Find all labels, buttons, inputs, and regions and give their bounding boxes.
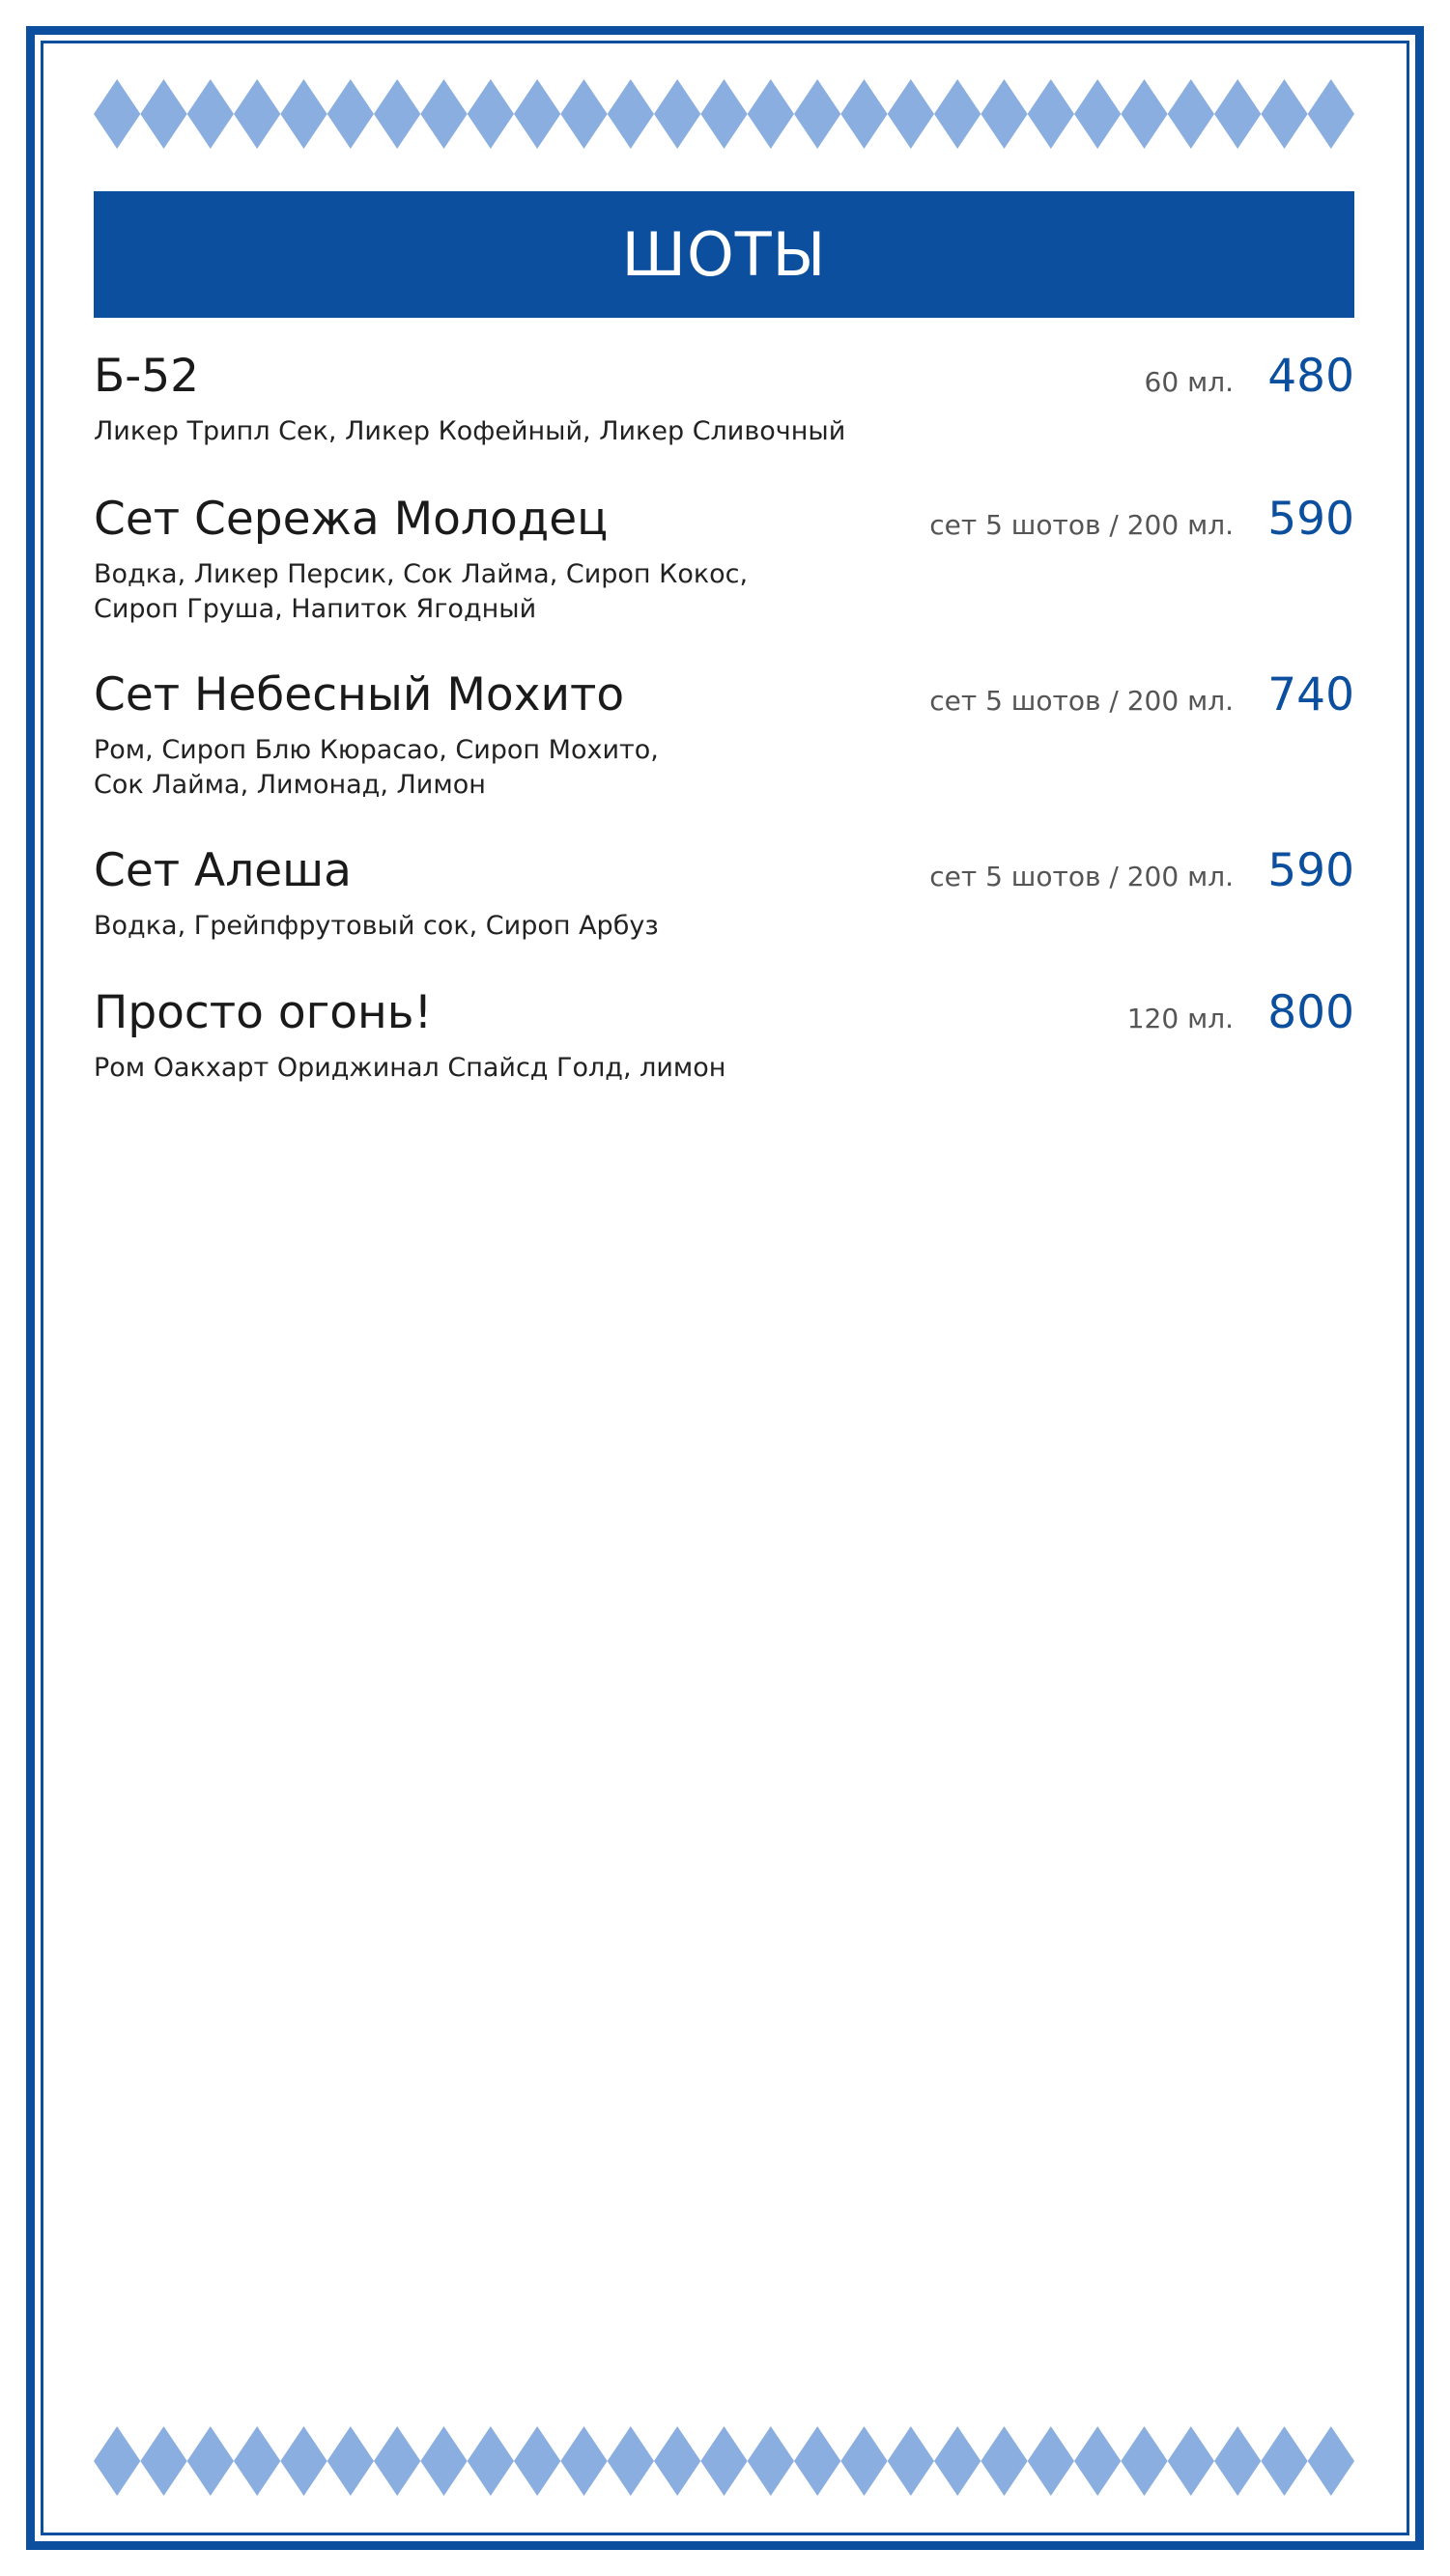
- diamond-ornament: [1214, 79, 1261, 149]
- item-description-line: Сок Лайма, Лимонад, Лимон: [94, 770, 486, 800]
- diamond-ornament: [748, 2426, 794, 2496]
- diamond-ornament: [1028, 2426, 1074, 2496]
- diamond-ornament: [374, 2426, 420, 2496]
- menu-item: [94, 665, 1354, 803]
- item-price: 590: [1267, 844, 1354, 897]
- diamond-ornament: [840, 2426, 887, 2496]
- diamond-ornament: [327, 2426, 374, 2496]
- diamond-ornament: [1261, 2426, 1307, 2496]
- section-title: ШОТЫ: [621, 219, 827, 290]
- diamond-ornament: [888, 79, 934, 149]
- diamond-ornament: [654, 2426, 700, 2496]
- item-price: 480: [1267, 350, 1354, 403]
- diamond-ornament: [1074, 2426, 1121, 2496]
- section-header: [94, 191, 1354, 318]
- diamond-ornament: [94, 79, 140, 149]
- diamond-ornament: [1308, 79, 1354, 149]
- diamond-ornament: [1214, 2426, 1261, 2496]
- item-description-line: Сироп Груша, Напиток Ягодный: [94, 594, 537, 624]
- item-price: 740: [1267, 668, 1354, 722]
- diamond-ornament: [1121, 79, 1167, 149]
- diamond-ornament: [700, 79, 747, 149]
- diamond-ornament: [700, 2426, 747, 2496]
- menu-item: [94, 983, 1354, 1086]
- item-description: [94, 733, 1354, 803]
- diamond-ornament: [140, 79, 186, 149]
- diamond-ornament: [187, 2426, 234, 2496]
- item-name: Просто огонь!: [94, 986, 433, 1039]
- bottom-diamond-border: [94, 2426, 1354, 2496]
- diamond-ornament: [560, 79, 607, 149]
- menu-item: [94, 490, 1354, 627]
- item-volume: сет 5 шотов / 200 мл.: [929, 861, 1234, 892]
- item-description: [94, 557, 1354, 627]
- diamond-ornament: [1121, 2426, 1167, 2496]
- item-price: 590: [1267, 493, 1354, 546]
- item-description-line: Ром Оакхарт Ориджинал Спайсд Голд, лимон: [94, 1053, 726, 1083]
- item-volume: 60 мл.: [1144, 366, 1234, 398]
- top-diamond-border: [94, 79, 1354, 149]
- diamond-ornament: [1308, 2426, 1354, 2496]
- diamond-ornament: [514, 2426, 560, 2496]
- diamond-ornament: [934, 2426, 981, 2496]
- item-volume: сет 5 шотов / 200 мл.: [929, 685, 1234, 717]
- item-description: [94, 909, 1354, 944]
- diamond-ornament: [934, 79, 981, 149]
- diamond-ornament: [420, 79, 467, 149]
- diamond-ornament: [840, 79, 887, 149]
- item-description-line: Водка, Грейпфрутовый сок, Сироп Арбуз: [94, 911, 659, 941]
- diamond-ornament: [514, 79, 560, 149]
- diamond-ornament: [94, 2426, 140, 2496]
- diamond-ornament: [187, 79, 234, 149]
- diamond-ornament: [888, 2426, 934, 2496]
- diamond-ornament: [280, 79, 327, 149]
- menu-item: [94, 347, 1354, 449]
- diamond-ornament: [1168, 79, 1214, 149]
- diamond-ornament: [794, 2426, 840, 2496]
- diamond-ornament: [1168, 2426, 1214, 2496]
- diamond-ornament: [981, 2426, 1027, 2496]
- diamond-ornament: [420, 2426, 467, 2496]
- item-name: Сет Алеша: [94, 844, 352, 897]
- item-volume: 120 мл.: [1126, 1003, 1234, 1034]
- diamond-ornament: [468, 79, 514, 149]
- menu-item: [94, 841, 1354, 944]
- diamond-ornament: [560, 2426, 607, 2496]
- item-price: 800: [1267, 986, 1354, 1039]
- diamond-ornament: [1074, 79, 1121, 149]
- diamond-ornament: [1261, 79, 1307, 149]
- item-description-line: Водка, Ликер Персик, Сок Лайма, Сироп Кокос,: [94, 559, 749, 589]
- item-description: [94, 1051, 1354, 1086]
- item-description-line: Ром, Сироп Блю Кюрасао, Сироп Мохито,: [94, 735, 659, 765]
- diamond-ornament: [608, 2426, 654, 2496]
- diamond-ornament: [981, 79, 1027, 149]
- item-description-line: Ликер Трипл Сек, Ликер Кофейный, Ликер Сливочный: [94, 416, 846, 446]
- diamond-ornament: [234, 2426, 280, 2496]
- diamond-ornament: [234, 79, 280, 149]
- item-name: Сет Сережа Молодец: [94, 493, 609, 546]
- diamond-ornament: [140, 2426, 186, 2496]
- diamond-ornament: [280, 2426, 327, 2496]
- diamond-ornament: [654, 79, 700, 149]
- diamond-ornament: [374, 79, 420, 149]
- diamond-ornament: [794, 79, 840, 149]
- item-volume: сет 5 шотов / 200 мл.: [929, 509, 1234, 541]
- item-name: Сет Небесный Мохито: [94, 668, 625, 722]
- item-name: Б-52: [94, 350, 200, 403]
- diamond-ornament: [468, 2426, 514, 2496]
- diamond-ornament: [748, 79, 794, 149]
- diamond-ornament: [327, 79, 374, 149]
- item-description: [94, 414, 1354, 449]
- diamond-ornament: [608, 79, 654, 149]
- diamond-ornament: [1028, 79, 1074, 149]
